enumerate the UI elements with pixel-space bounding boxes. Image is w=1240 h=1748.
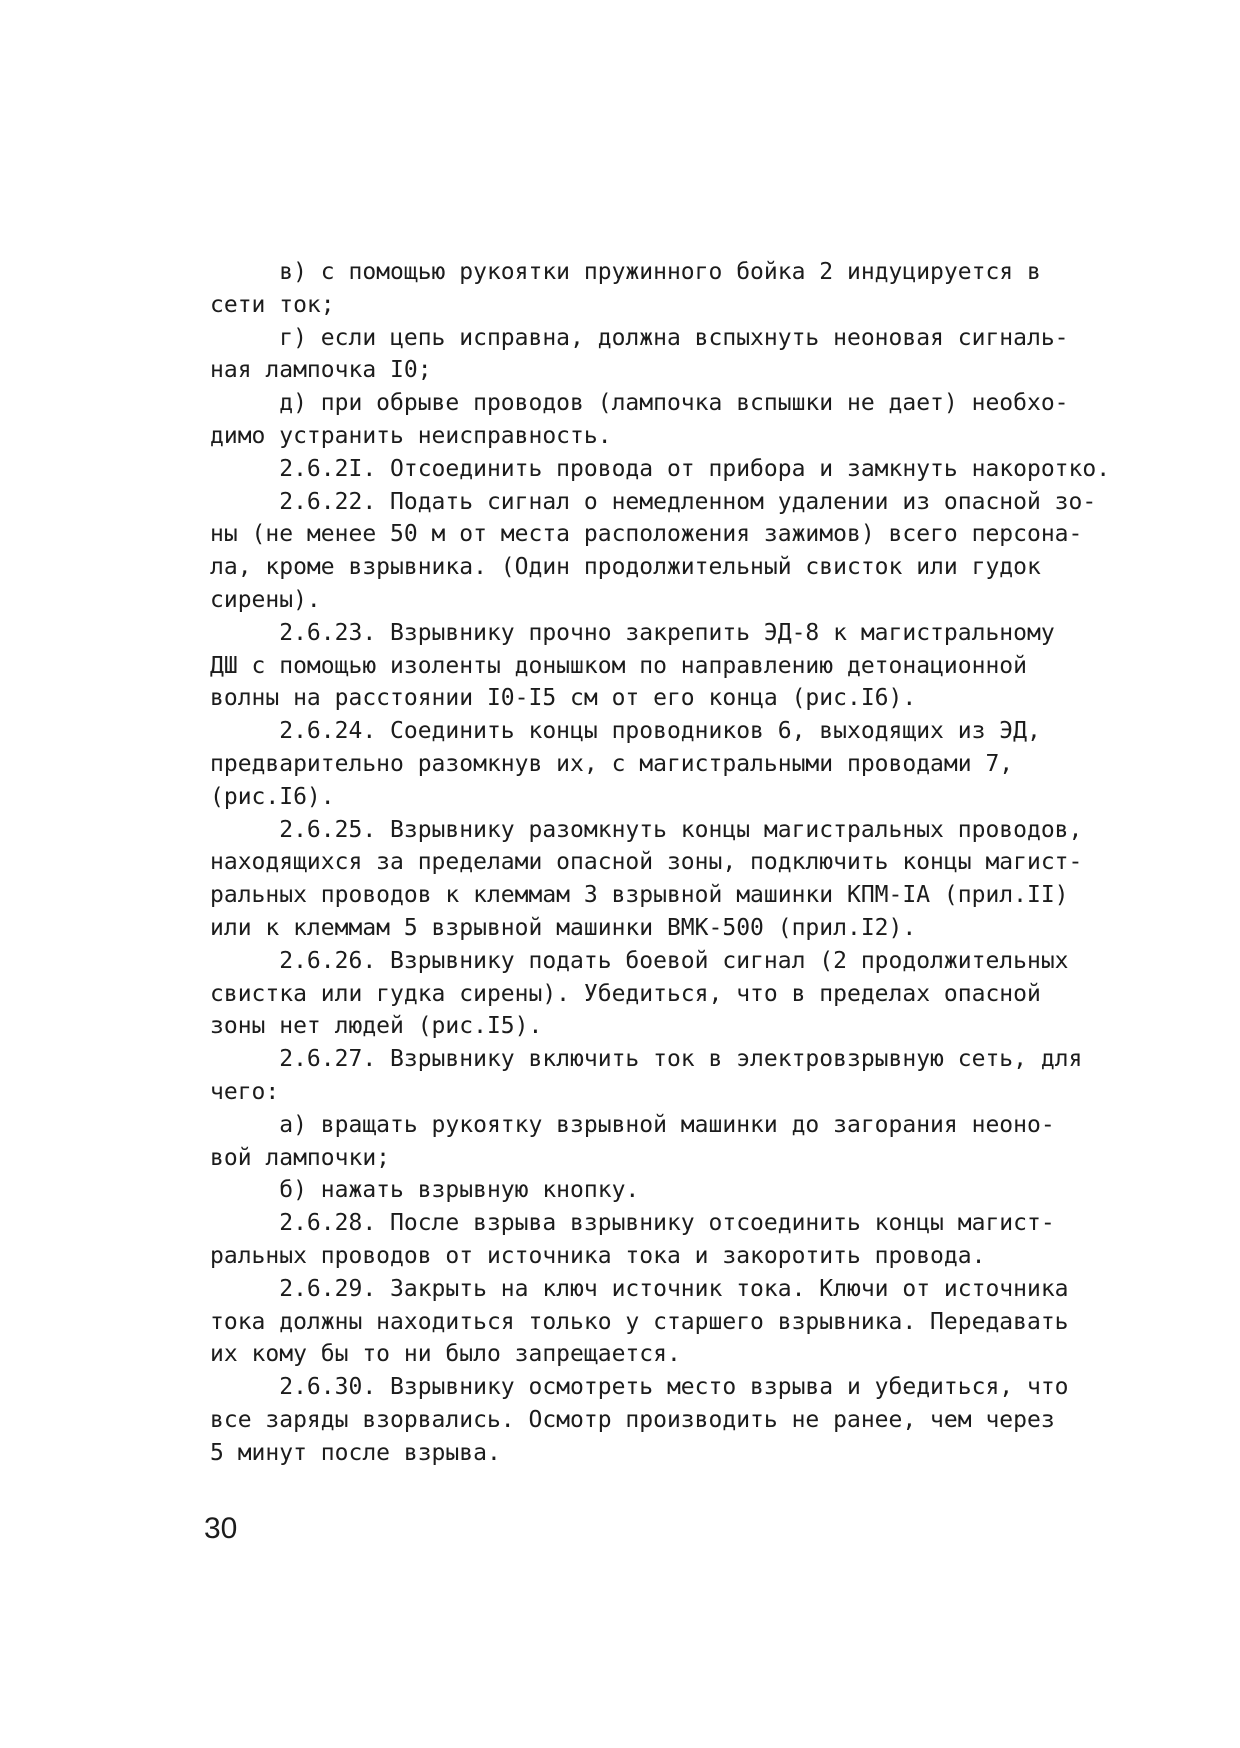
- text-line: (рис.I6).: [210, 783, 335, 810]
- text-line: в) с помощью рукоятки пружинного бойка 2 индуцируется в: [210, 259, 1041, 285]
- text-line: 2.6.23. Взрывнику прочно закрепить ЭД-8 к магистральному: [210, 619, 1055, 646]
- text-line: 2.6.22. Подать сигнал о немедленном удалении из опасной зо-: [210, 488, 1097, 515]
- text-line: волны на расстоянии I0-I5 см от его конца (рис.I6).: [210, 685, 917, 712]
- text-line: г) если цепь исправна, должна вспыхнуть неоновая сигналь-: [210, 324, 1069, 351]
- text-line: 2.6.25. Взрывнику разомкнуть концы магистральных проводов,: [210, 816, 1083, 843]
- text-line: чего:: [210, 1078, 280, 1105]
- page-number: 30: [204, 1512, 238, 1545]
- text-line: ральных проводов к клеммам 3 взрывной машинки КПМ-IA (прил.II): [210, 882, 1069, 909]
- text-line: зоны нет людей (рис.I5).: [210, 1013, 543, 1040]
- text-line: вой лампочки;: [210, 1144, 391, 1171]
- text-line: сирены).: [210, 586, 321, 613]
- text-line: свистка или гудка сирены). Убедиться, что в пределах опасной: [210, 980, 1041, 1007]
- text-line: б) нажать взрывную кнопку.: [210, 1177, 640, 1204]
- text-line: 2.6.28. После взрыва взрывнику отсоединить концы магист-: [210, 1210, 1055, 1237]
- text-line: ДШ с помощью изоленты донышком по направлению детонационной: [210, 652, 1027, 679]
- text-line: 2.6.30. Взрывнику осмотреть место взрыва и убедиться, что: [210, 1374, 1069, 1401]
- text-line: все заряды взорвались. Осмотр производить не ранее, чем через: [210, 1406, 1055, 1433]
- text-line: 2.6.24. Соединить концы проводников 6, выходящих из ЭД,: [210, 718, 1041, 745]
- text-line: а) вращать рукоятку взрывной машинки до загорания неоно-: [210, 1111, 1055, 1138]
- text-line: их кому бы то ни было запрещается.: [210, 1341, 681, 1368]
- text-line: димо устранить неисправность.: [210, 422, 612, 449]
- text-line: ная лампочка I0;: [210, 357, 432, 384]
- text-line: 2.6.26. Взрывнику подать боевой сигнал (2 продолжительных: [210, 947, 1069, 974]
- text-line: ны (не менее 50 м от места расположения зажимов) всего персона-: [210, 521, 1083, 548]
- text-line: ральных проводов от источника тока и закоротить провода.: [210, 1242, 986, 1269]
- text-line: ла, кроме взрывника. (Один продолжительный свисток или гудок: [210, 554, 1041, 581]
- text-line: или к клеммам 5 взрывной машинки ВМК-500 (прил.I2).: [210, 914, 917, 941]
- text-line: д) при обрыве проводов (лампочка вспышки не дает) необхо-: [210, 390, 1069, 417]
- text-line: 2.6.2I. Отсоединить провода от прибора и замкнуть накоротко.: [210, 455, 1111, 482]
- text-line: 5 минут после взрыва.: [210, 1439, 501, 1466]
- body-text: [210, 256, 1111, 1469]
- text-line: предварительно разомкнув их, с магистральными проводами 7,: [210, 750, 1014, 777]
- text-line: 2.6.29. Закрыть на ключ источник тока. Ключи от источника: [210, 1275, 1069, 1302]
- text-line: сети ток;: [210, 291, 335, 318]
- text-line: 2.6.27. Взрывнику включить ток в электровзрывную сеть, для: [210, 1046, 1083, 1073]
- text-line: тока должны находиться только у старшего взрывника. Передавать: [210, 1308, 1069, 1335]
- text-line: находящихся за пределами опасной зоны, подключить концы магист-: [210, 849, 1083, 876]
